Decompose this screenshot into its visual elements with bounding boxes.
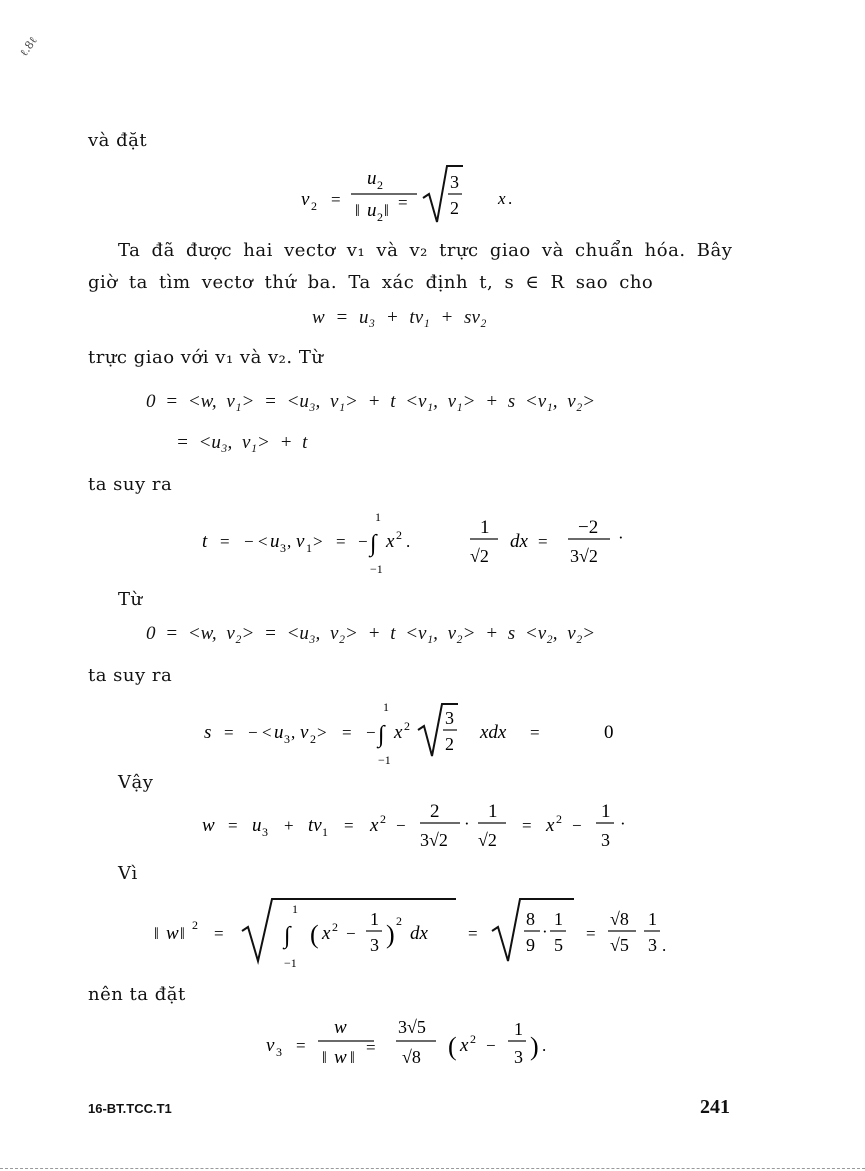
svg-text:‖: ‖: [154, 924, 159, 943]
svg-text:.: .: [508, 189, 513, 208]
svg-text:−: −: [572, 816, 582, 835]
svg-text:−: −: [248, 723, 258, 742]
svg-text:v: v: [296, 531, 305, 552]
svg-text:): ): [530, 1032, 539, 1061]
svg-text:u: u: [270, 531, 280, 552]
equation-s: [200, 698, 630, 773]
svg-text:3: 3: [648, 935, 657, 955]
svg-text:·: ·: [618, 528, 624, 547]
svg-text:w: w: [202, 815, 215, 836]
svg-text:3: 3: [276, 1045, 282, 1059]
svg-text:·: ·: [542, 922, 548, 941]
svg-text:2: 2: [380, 812, 386, 826]
svg-text:3: 3: [284, 732, 290, 746]
svg-text:=: =: [336, 532, 346, 551]
svg-text:v: v: [266, 1035, 275, 1056]
svg-text:∫: ∫: [378, 722, 385, 748]
svg-text:1: 1: [480, 517, 490, 538]
svg-text:1: 1: [375, 510, 381, 524]
svg-text:2: 2: [450, 198, 459, 218]
svg-text:‖: ‖: [350, 1048, 355, 1067]
svg-text:1: 1: [601, 801, 611, 822]
svg-text:3: 3: [601, 830, 610, 850]
svg-text:.: .: [662, 936, 667, 955]
svg-text:3: 3: [514, 1047, 523, 1067]
svg-text:√2: √2: [470, 546, 489, 566]
svg-text:xdx: xdx: [480, 722, 507, 743]
svg-text:<: <: [258, 532, 268, 551]
svg-text:−: −: [358, 532, 368, 551]
svg-text:2: 2: [396, 528, 402, 542]
svg-text:w: w: [334, 1017, 347, 1038]
corner-mark: ℓ.8ℓ: [17, 34, 40, 59]
svg-text:1: 1: [322, 825, 328, 839]
svg-text:=: =: [344, 816, 354, 835]
svg-text:‖: ‖: [322, 1048, 327, 1067]
svg-text:dx: dx: [410, 923, 428, 944]
svg-text:u: u: [252, 815, 262, 836]
svg-text:=: =: [522, 816, 532, 835]
svg-text:x: x: [386, 531, 395, 552]
paragraph-nen-ta-dat: nên ta đặt: [88, 984, 186, 1005]
svg-text:‖: ‖: [384, 201, 389, 220]
svg-text:2: 2: [377, 210, 383, 224]
equation-norm: [150, 895, 680, 975]
svg-text:3√5: 3√5: [398, 1017, 426, 1037]
svg-text:t: t: [202, 531, 208, 552]
equation-v2: [295, 160, 535, 230]
svg-text:u: u: [367, 168, 377, 189]
svg-text:x: x: [394, 722, 403, 743]
equation-dot1-line2: = <u₃, v₁> + t: [176, 432, 308, 453]
svg-text:−: −: [244, 532, 254, 551]
svg-text:∫: ∫: [284, 923, 291, 949]
svg-text:−: −: [346, 924, 356, 943]
svg-text:x: x: [370, 815, 379, 836]
svg-text:3: 3: [370, 935, 379, 955]
svg-text:−1: −1: [370, 562, 383, 576]
svg-text:0: 0: [604, 722, 614, 743]
paragraph-ta-suy-ra-2: ta suy ra: [88, 665, 173, 686]
equation-dot2: 0 = <w, v₂> = <u₃, v₂> + t <v₁, v₂> + s <v₂, v₂>: [146, 623, 596, 644]
svg-text:u: u: [367, 200, 377, 221]
svg-text:2: 2: [311, 199, 317, 213]
svg-text:3√2: 3√2: [570, 546, 598, 566]
svg-text:∫: ∫: [370, 531, 377, 557]
svg-text:=: =: [538, 532, 548, 551]
svg-text:u: u: [274, 722, 284, 743]
svg-text:1: 1: [514, 1019, 523, 1039]
paragraph-truc-giao: trực giao với v₁ và v₂. Từ: [88, 347, 324, 368]
svg-text:v: v: [300, 722, 309, 743]
svg-text:2: 2: [396, 914, 402, 928]
svg-text:,: ,: [287, 532, 292, 551]
svg-text:x: x: [460, 1035, 469, 1056]
svg-text:2: 2: [192, 918, 198, 932]
svg-text:x: x: [546, 815, 555, 836]
svg-text:1: 1: [554, 909, 563, 929]
svg-text:,: ,: [291, 723, 296, 742]
paragraph-vi: Vì: [118, 863, 138, 884]
svg-text:.: .: [542, 1036, 547, 1055]
svg-text:−: −: [396, 816, 406, 835]
svg-text:1: 1: [370, 909, 379, 929]
svg-text:√2: √2: [478, 830, 497, 850]
svg-text:2: 2: [404, 719, 410, 733]
svg-text:=: =: [220, 532, 230, 551]
svg-text:tv: tv: [308, 815, 322, 836]
svg-text:=: =: [398, 193, 408, 212]
equation-dot1-line1: 0 = <w, v₁> = <u₃, v₁> + t <v₁, v₁> + s <v₁, v₂>: [146, 391, 596, 412]
paragraph-ta-suy-ra-1: ta suy ra: [88, 474, 173, 495]
svg-text:=: =: [366, 1038, 376, 1057]
equation-w: w = u₃ + tv₁ + sv₂: [312, 307, 487, 328]
paragraph-tu: Từ: [118, 589, 143, 610]
svg-text:=: =: [586, 924, 596, 943]
svg-text:‖: ‖: [355, 201, 360, 220]
svg-text:1: 1: [383, 700, 389, 714]
svg-text:w: w: [334, 1047, 347, 1068]
svg-text:‖: ‖: [180, 924, 185, 943]
svg-text:=: =: [530, 723, 540, 742]
svg-text:.: .: [406, 532, 411, 551]
svg-text:2: 2: [445, 734, 454, 754]
equation-v3: [262, 1013, 582, 1075]
svg-text:9: 9: [526, 935, 535, 955]
svg-text:+: +: [284, 816, 294, 835]
svg-text:8: 8: [526, 909, 535, 929]
paragraph-vectors-line1: Ta đã được hai vectơ v₁ và v₂ trực giao và chuẩn hóa. Bây: [118, 240, 733, 261]
svg-text:3: 3: [280, 541, 286, 555]
svg-text:2: 2: [377, 178, 383, 192]
svg-text:(: (: [310, 920, 319, 949]
svg-text:x: x: [322, 923, 331, 944]
svg-text:=: =: [331, 190, 341, 209]
svg-text:1: 1: [648, 909, 657, 929]
svg-text:·: ·: [620, 814, 626, 833]
svg-text:>: >: [313, 532, 323, 551]
svg-text:s: s: [204, 722, 212, 743]
svg-text:(: (: [448, 1032, 457, 1061]
svg-text:w: w: [166, 923, 179, 944]
svg-text:=: =: [296, 1036, 306, 1055]
svg-text:·: ·: [464, 814, 470, 833]
svg-text:=: =: [214, 924, 224, 943]
svg-text:<: <: [262, 723, 272, 742]
svg-text:3√2: 3√2: [420, 830, 448, 850]
svg-text:5: 5: [554, 935, 563, 955]
svg-text:−2: −2: [578, 517, 599, 538]
page-number: 241: [700, 1096, 730, 1118]
svg-text:√8: √8: [610, 909, 629, 929]
svg-text:2: 2: [470, 1032, 476, 1046]
equation-w2: [198, 795, 638, 857]
svg-text:2: 2: [332, 920, 338, 934]
paragraph-vectors-line2: giờ ta tìm vectơ thứ ba. Ta xác định t, s ∈ R sao cho: [88, 272, 654, 293]
svg-text:√5: √5: [610, 935, 629, 955]
svg-text:2: 2: [430, 801, 440, 822]
svg-text:3: 3: [450, 172, 459, 192]
svg-text:dx: dx: [510, 531, 528, 552]
svg-text:v: v: [301, 189, 310, 210]
svg-text:x: x: [498, 189, 506, 208]
equation-t: [198, 505, 638, 580]
svg-text:3: 3: [445, 708, 454, 728]
svg-text:−1: −1: [378, 753, 391, 767]
svg-text:1: 1: [292, 902, 298, 916]
svg-text:−1: −1: [284, 956, 297, 970]
svg-text:2: 2: [556, 812, 562, 826]
svg-text:=: =: [342, 723, 352, 742]
svg-text:−: −: [486, 1036, 496, 1055]
svg-text:3: 3: [262, 825, 268, 839]
paragraph-vay: Vậy: [118, 772, 154, 793]
paragraph-va-dat: và đặt: [88, 130, 148, 151]
svg-text:=: =: [224, 723, 234, 742]
svg-text:1: 1: [306, 541, 312, 555]
svg-text:−: −: [366, 723, 376, 742]
svg-text:2: 2: [310, 732, 316, 746]
svg-text:√8: √8: [402, 1047, 421, 1067]
bottom-divider: [0, 1168, 865, 1169]
svg-text:1: 1: [488, 801, 498, 822]
svg-text:>: >: [317, 723, 327, 742]
svg-text:): ): [386, 920, 395, 949]
svg-text:=: =: [468, 924, 478, 943]
svg-text:=: =: [228, 816, 238, 835]
footer-code: 16-BT.TCC.T1: [88, 1101, 172, 1116]
